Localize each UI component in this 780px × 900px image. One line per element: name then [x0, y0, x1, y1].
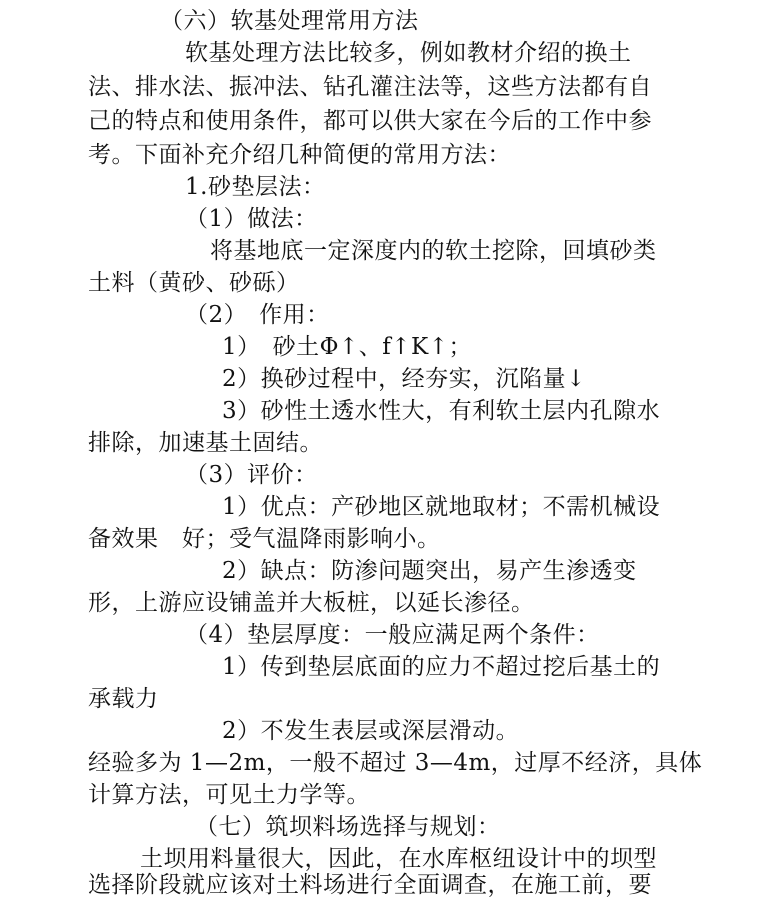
list-item: 3）砂性土透水性大，有利软土层内孔隙水 [222, 398, 661, 424]
list-item: 1） 砂土Φ↑、f↑K↑； [222, 334, 472, 360]
item-heading: （1）做法： [185, 206, 318, 232]
paragraph-line: 承载力 [88, 686, 159, 712]
list-item: 2）缺点：防渗问题突出，易产生渗透变 [222, 558, 637, 584]
paragraph-line: 经验多为 1—2m，一般不超过 3—4m，过厚不经济，具体 [88, 750, 703, 776]
section-heading-6: （六）软基处理常用方法 [160, 8, 419, 34]
item-heading: （3）评价： [185, 462, 318, 488]
paragraph-line: 选择阶段就应该对土料场进行全面调查，在施工前，要 [88, 872, 652, 898]
item-heading: （4）垫层厚度：一般应满足两个条件： [185, 622, 600, 648]
subheading-sand-cushion: 1.砂垫层法： [185, 174, 326, 200]
paragraph-line: 土坝用料量很大，因此，在水库枢纽设计中的坝型 [140, 846, 657, 872]
paragraph-line: 排除，加速基土固结。 [88, 430, 323, 456]
paragraph-line: 土料（黄砂、砂砾） [88, 270, 300, 296]
paragraph-line: 计算方法，可见土力学等。 [88, 782, 370, 808]
paragraph-line: 软基处理方法比较多，例如教材介绍的换土 [185, 40, 632, 66]
list-item: 1）优点：产砂地区就地取材；不需机械设 [222, 494, 661, 520]
paragraph-line: 法、排水法、振冲法、钻孔灌注法等，这些方法都有自 [88, 74, 652, 100]
paragraph-line: 将基地底一定深度内的软土挖除，回填砂类 [210, 238, 657, 264]
paragraph-line: 己的特点和使用条件，都可以供大家在今后的工作中参 [88, 108, 652, 134]
list-item: 2）换砂过程中，经夯实，沉陷量↓ [222, 366, 586, 392]
paragraph-line: 形，上游应设铺盖并大板桩，以延长渗径。 [88, 590, 535, 616]
list-item: 2）不发生表层或深层滑动。 [222, 718, 520, 744]
paragraph-line: 考。下面补充介绍几种简便的常用方法： [88, 142, 511, 168]
list-item: 1）传到垫层底面的应力不超过挖后基土的 [222, 654, 661, 680]
item-heading: （2） 作用： [185, 302, 330, 328]
section-heading-7: （七）筑坝料场选择与规划： [195, 814, 501, 840]
paragraph-line: 备效果 好；受气温降雨影响小。 [88, 526, 441, 552]
